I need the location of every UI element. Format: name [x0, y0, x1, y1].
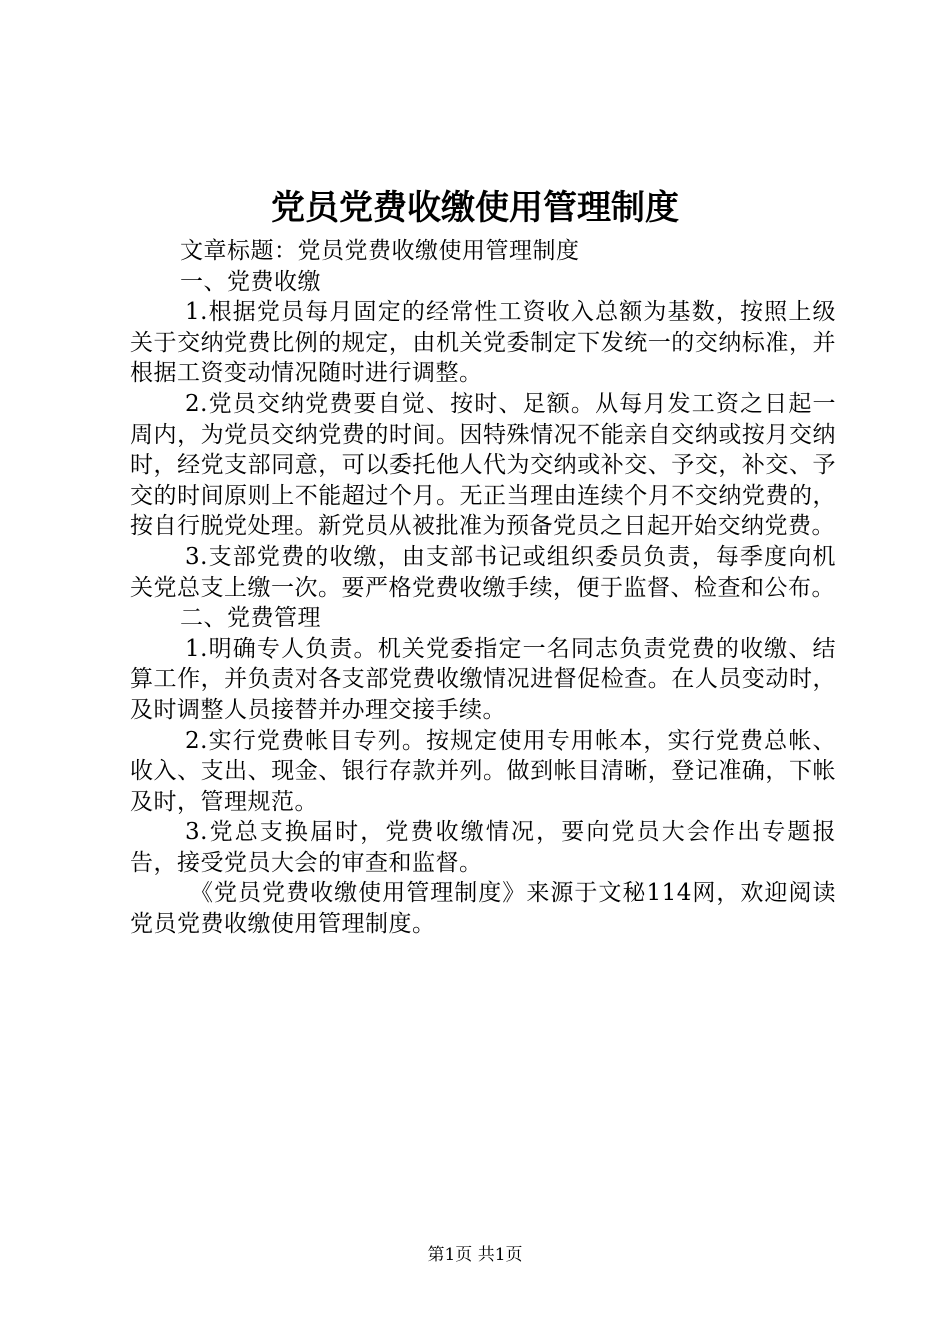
source-note: 《党员党费收缴使用管理制度》来源于文秘114网，欢迎阅读党员党费收缴使用管理制度。: [130, 880, 836, 938]
section-heading-collection: 一、党费收缴: [180, 268, 321, 295]
article-title-line: 文章标题：党员党费收缴使用管理制度: [180, 238, 580, 264]
document-title: 党员党费收缴使用管理制度: [271, 188, 679, 228]
collection-item-3: 3.支部党费的收缴，由支部书记或组织委员负责，每季度向机关党总支上缴一次。要严格党费收缴手续，便于监督、检查和公布。: [130, 543, 836, 601]
page-footer: 第1页 共1页: [427, 1245, 523, 1265]
management-item-2: 2.实行党费帐目专列。按规定使用专用帐本，实行党费总帐、收入、支出、现金、银行存款并列。做到帐目清晰，登记准确，下帐及时，管理规范。: [130, 727, 836, 815]
collection-item-1: 1.根据党员每月固定的经常性工资收入总额为基数，按照上级关于交纳党费比例的规定，由机关党委制定下发统一的交纳标准，并根据工资变动情况随时进行调整。: [130, 299, 836, 387]
document-body: [130, 236, 836, 940]
management-item-3: 3.党总支换届时，党费收缴情况，要向党员大会作出专题报告，接受党员大会的审查和监督。: [130, 819, 836, 876]
section-heading-management: 二、党费管理: [180, 605, 321, 632]
management-item-1: 1.明确专人负责。机关党委指定一名同志负责党费的收缴、结算工作，并负责对各支部党费收缴情况进督促检查。在人员变动时，及时调整人员接替并办理交接手续。: [130, 635, 836, 723]
collection-item-2: 2.党员交纳党费要自觉、按时、足额。从每月发工资之日起一周内，为党员交纳党费的时间。因特殊情况不能亲自交纳或按月交纳时，经党支部同意，可以委托他人代为交纳或补交、予交，补交、予交的时间原则上不能超过个月。无正当理由连续个月不交纳党费的，按自行脱党处理。新党员从被批准为预备党员之日起开始交纳党费。: [130, 390, 836, 540]
